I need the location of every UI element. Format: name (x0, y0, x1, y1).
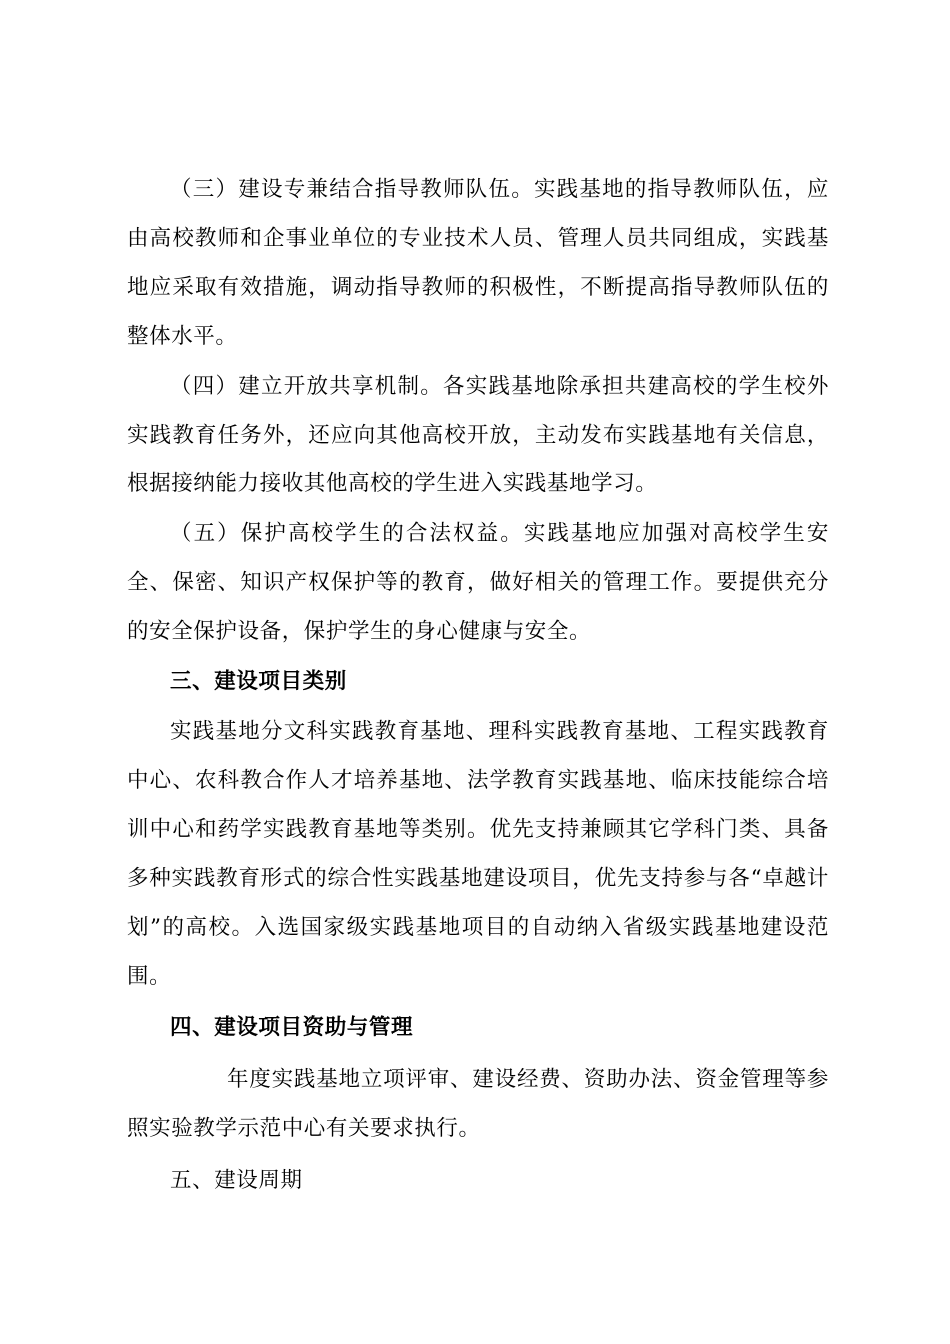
section-heading-construction-period: 五、建设周期 (170, 1168, 303, 1194)
paragraph-student-rights: （五）保护高校学生的合法权益。实践基地应加强对高校学生安全、保密、知识产权保护等的教育，做好相关的管理工作。要提供充分的安全保护设备，保护学生的身心健康与安全。 (127, 521, 829, 645)
paragraph-project-categories: 实践基地分文科实践教育基地、理科实践教育基地、工程实践教育中心、农科教合作人才培养基地、法学教育实践基地、临床技能综合培训中心和药学实践教育基地等类别。优先支持兼顾其它学科门类、具备多种实践教育形式的综合性实践基地建设项目，优先支持参与各“卓越计划”的高校。入选国家级实践基地项目的自动纳入省级实践基地建设范围。 (127, 718, 829, 989)
section-heading-project-categories: 三、建设项目类别 (170, 669, 347, 695)
paragraph-open-sharing: （四）建立开放共享机制。各实践基地除承担共建高校的学生校外实践教育任务外，还应向其他高校开放，主动发布实践基地有关信息，根据接纳能力接收其他高校的学生进入实践基地学习。 (127, 373, 829, 497)
paragraph-guidance-team: （三）建设专兼结合指导教师队伍。实践基地的指导教师队伍，应由高校教师和企事业单位的专业技术人员、管理人员共同组成，实践基地应采取有效措施，调动指导教师的积极性，不断提高指导教师队伍的整体水平。 (127, 177, 829, 349)
document-page (127, 166, 829, 1206)
paragraph-funding-management: 年度实践基地立项评审、建设经费、资助办法、资金管理等参照实验教学示范中心有关要求执行。 (127, 1067, 829, 1142)
section-heading-funding-management: 四、建设项目资助与管理 (170, 1015, 414, 1041)
